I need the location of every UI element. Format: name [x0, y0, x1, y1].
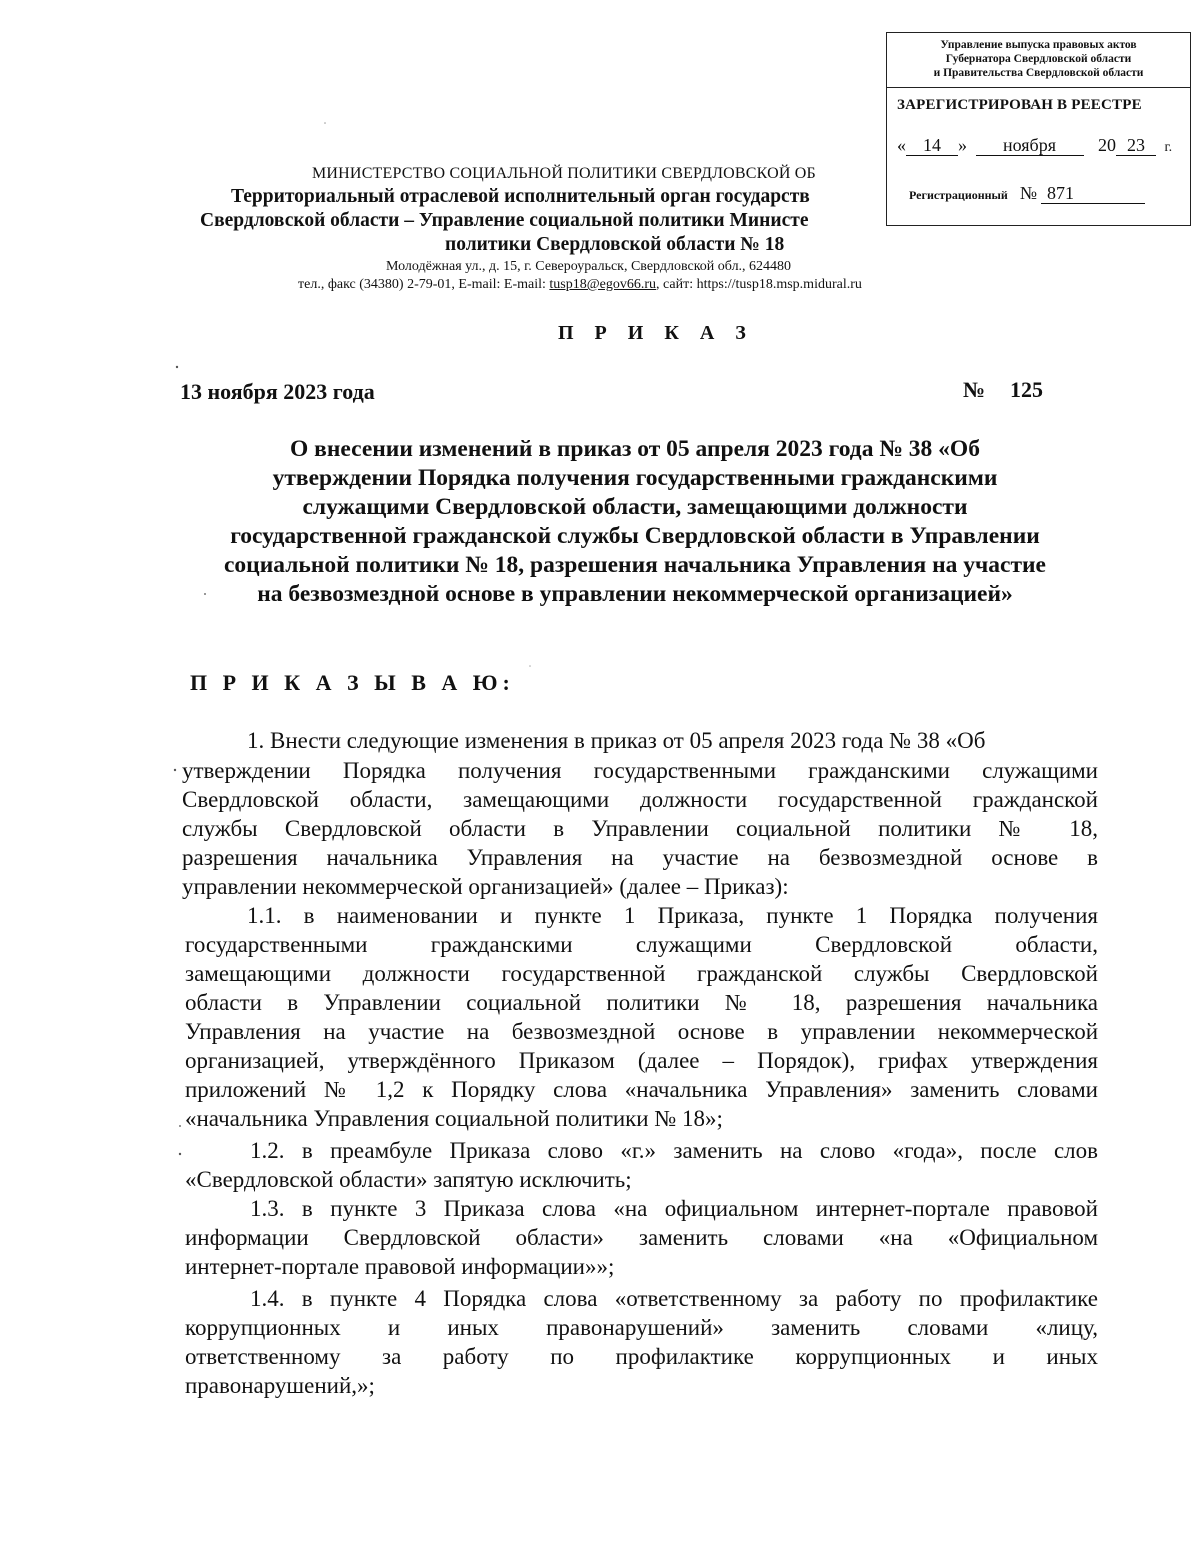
body-line: Свердловской области, замещающими должности государственной гражданской: [182, 787, 1098, 812]
body-line: приложений № 1,2 к Порядку слова «начальника Управления» заменить словами: [185, 1077, 1098, 1102]
contacts-prefix: тел., факс (34380) 2-79-01, E-mail: E-mail:: [298, 277, 550, 292]
body-line: «Свердловской области» запятую исключить;: [185, 1167, 632, 1192]
document-date: 13 ноября 2023 года: [180, 379, 375, 404]
stamp-reg-number: 871: [1041, 184, 1145, 204]
stamp-reg-label: Регистрационный: [909, 188, 1008, 202]
body-line: 1.1. в наименовании и пункте 1 Приказа, пункте 1 Порядка получения: [247, 903, 1098, 928]
document-type: П Р И К А З: [558, 322, 754, 344]
email-link[interactable]: tusp18@egov66.ru: [549, 277, 657, 292]
body-line: разрешения начальника Управления на участие на безвозмездной основе в: [182, 845, 1098, 870]
org-name-line-2: Свердловской области – Управление социальной политики Министе: [200, 210, 809, 231]
stamp-header-line: Управление выпуска правовых актов: [940, 39, 1137, 51]
stamp-year-suffix: 23: [1116, 136, 1156, 156]
subject-line: утверждении Порядка получения государственными гражданскими: [272, 465, 998, 491]
stamp-header-line: Губернатора Свердловской области: [945, 53, 1132, 65]
body-line: ответственному за работу по профилактике коррупционных и иных: [185, 1344, 1098, 1369]
org-name-line-3: политики Свердловской области № 18: [445, 234, 785, 255]
body-line: утверждении Порядка получения государственными гражданскими служащими: [182, 758, 1098, 783]
org-name-line-1: Территориальный отраслевой исполнительный орган государств: [231, 186, 810, 207]
body-line: замещающими должности государственной гражданской службы Свердловской: [185, 961, 1098, 986]
body-line: правонарушений,»;: [185, 1373, 375, 1398]
document-number-label: №: [963, 377, 986, 402]
body-line: информации Свердловской области» заменить словами «на «Официальном: [185, 1225, 1098, 1250]
subject-line: социальной политики № 18, разрешения начальника Управления на участие: [224, 552, 1046, 578]
body-line: 1.2. в преамбуле Приказа слово «г.» заменить на слово «года», после слов: [250, 1138, 1098, 1163]
body-line: службы Свердловской области в Управлении социальной политики № 18,: [182, 816, 1098, 841]
orders-heading: П Р И К А З Ы В А Ю:: [190, 670, 515, 695]
stamp-year-prefix: 20: [1098, 135, 1116, 155]
body-line: области в Управлении социальной политики № 18, разрешения начальника: [185, 990, 1098, 1015]
body-line: коррупционных и иных правонарушений» заменить словами «лицу,: [185, 1315, 1098, 1340]
org-address: Молодёжная ул., д. 15, г. Североуральск, Свердловской обл., 624480: [386, 259, 792, 274]
body-line: «начальника Управления социальной политики № 18»;: [185, 1106, 723, 1131]
body-line: 1.4. в пункте 4 Порядка слова «ответственному за работу по профилактике: [250, 1286, 1098, 1311]
body-line: Управления на участие на безвозмездной основе в управлении некоммерческой: [185, 1019, 1098, 1044]
body-line: управлении некоммерческой организацией» (далее – Приказ):: [182, 874, 789, 899]
stamp-month: ноября: [976, 136, 1084, 156]
stamp-day: 14: [906, 136, 958, 156]
subject-line: государственной гражданской службы Свердловской области в Управлении: [230, 523, 1040, 549]
body-line: организацией, утверждённого Приказом (далее – Порядок), грифах утверждения: [185, 1048, 1098, 1073]
stamp-no-sign: №: [1019, 183, 1038, 203]
body-line: 1.3. в пункте 3 Приказа слова «на официальном интернет-портале правовой: [250, 1196, 1098, 1221]
body-line: 1. Внести следующие изменения в приказ от 05 апреля 2023 года № 38 «Об: [247, 728, 986, 753]
ministry-name: МИНИСТЕРСТВО СОЦИАЛЬНОЙ ПОЛИТИКИ СВЕРДЛОВСКОЙ ОБ: [312, 165, 816, 182]
document-number: 125: [1010, 377, 1043, 402]
stamp-open-quote: «: [897, 135, 906, 155]
stamp-header-line: и Правительства Свердловской области: [933, 67, 1144, 79]
body-line: государственными гражданскими служащими Свердловской области,: [185, 932, 1098, 957]
stamp-registered-label: ЗАРЕГИСТРИРОВАН В РЕЕСТРЕ: [897, 97, 1142, 113]
stamp-close-quote: »: [958, 135, 967, 155]
body-line: интернет-портале правовой информации»»;: [185, 1254, 615, 1279]
subject-line: О внесении изменений в приказ от 05 апреля 2023 года № 38 «Об: [290, 436, 980, 462]
contacts-suffix: , сайт: https://tusp18.msp.midural.ru: [656, 277, 862, 292]
subject-line: на безвозмездной основе в управлении некоммерческой организацией»: [257, 581, 1013, 607]
subject-line: служащими Свердловской области, замещающими должности: [302, 494, 968, 520]
stamp-year-abbrev: г.: [1164, 140, 1173, 155]
